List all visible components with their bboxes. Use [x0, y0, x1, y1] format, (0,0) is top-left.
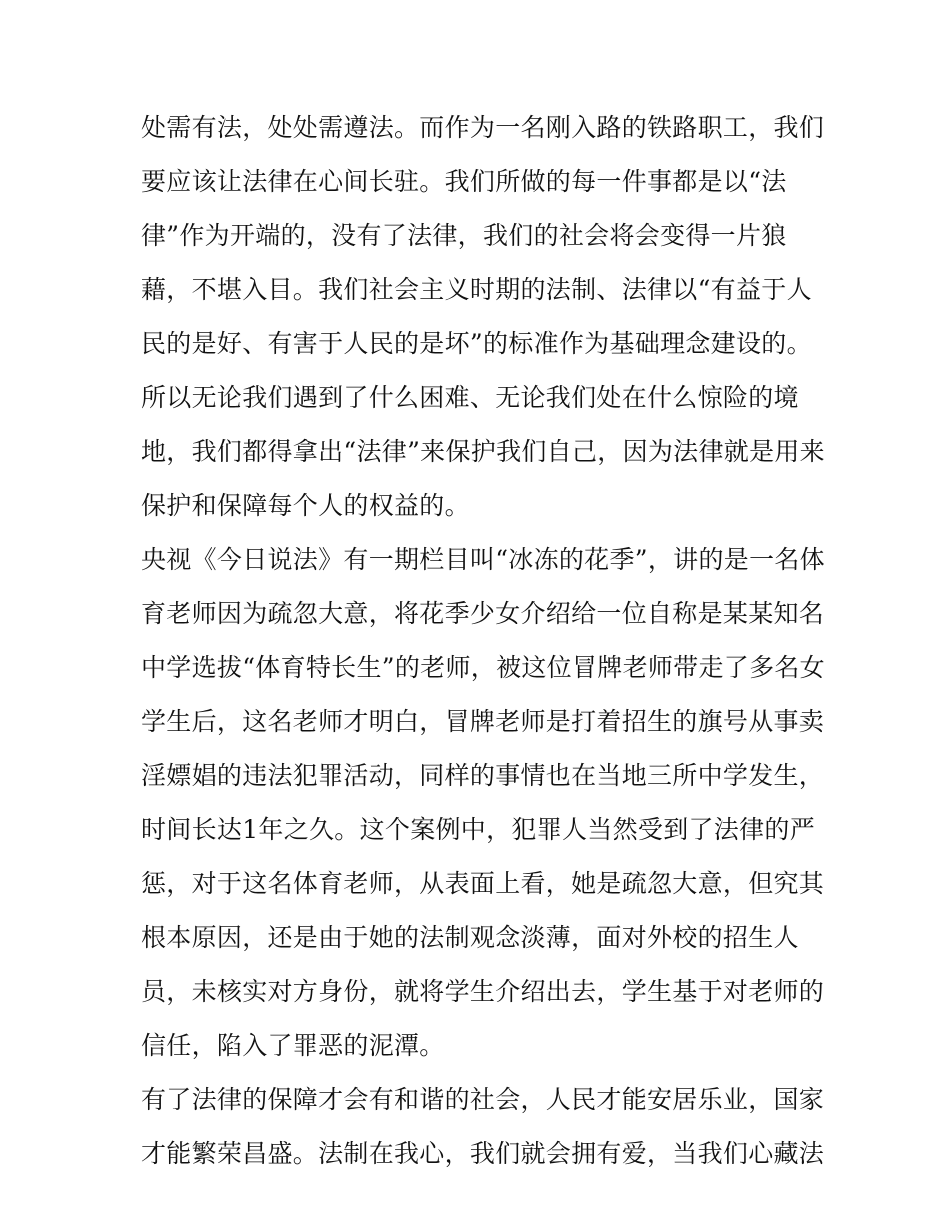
text-line: 淫嫖娼的违法犯罪活动，同样的事情也在当地三所中学发生， [141, 761, 825, 790]
text-line: 根本原因，还是由于她的法制观念淡薄，面对外校的招生人 [141, 923, 799, 952]
text-line: 地，我们都得拿出“法律”来保护我们自己，因为法律就是用来 [141, 437, 825, 466]
text-line: 所以无论我们遇到了什么困难、无论我们处在什么惊险的境 [141, 383, 799, 412]
text-line: 央视《今日说法》有一期栏目叫“冰冻的花季”，讲的是一名体 [141, 545, 825, 574]
text-line: 藉，不堪入目。我们社会主义时期的法制、法律以“有益于人 [141, 275, 812, 304]
text-line: 信任，陷入了罪恶的泥潭。 [141, 1031, 445, 1060]
text-line: 惩，对于这名体育老师，从表面上看，她是疏忽大意，但究其 [141, 869, 825, 898]
text-line: 民的是好、有害于人民的是坏”的标准作为基础理念建设的。 [141, 329, 812, 358]
text-line: 律”作为开端的，没有了法律，我们的社会将会变得一片狼 [141, 221, 787, 250]
text-line: 员，未核实对方身份，就将学生介绍出去，学生基于对老师的 [141, 977, 825, 1006]
text-line: 处需有法，处处需遵法。而作为一名刚入路的铁路职工，我们 [141, 113, 825, 142]
text-line: 才能繁荣昌盛。法制在我心，我们就会拥有爱，当我们心藏法 [141, 1139, 825, 1168]
text-line: 要应该让法律在心间长驻。我们所做的每一件事都是以“法 [141, 167, 787, 196]
text-line: 保护和保障每个人的权益的。 [141, 491, 470, 520]
text-line: 有了法律的保障才会有和谐的社会，人民才能安居乐业，国家 [141, 1085, 825, 1114]
text-line: 时间长达1年之久。这个案例中，犯罪人当然受到了法律的严 [141, 815, 816, 844]
text-line: 学生后，这名老师才明白，冒牌老师是打着招生的旗号从事卖 [141, 707, 825, 736]
text-line: 中学选拔“体育特长生”的老师，被这位冒牌老师带走了多名女 [141, 653, 825, 682]
text-line: 育老师因为疏忽大意，将花季少女介绍给一位自称是某某知名 [141, 599, 825, 628]
